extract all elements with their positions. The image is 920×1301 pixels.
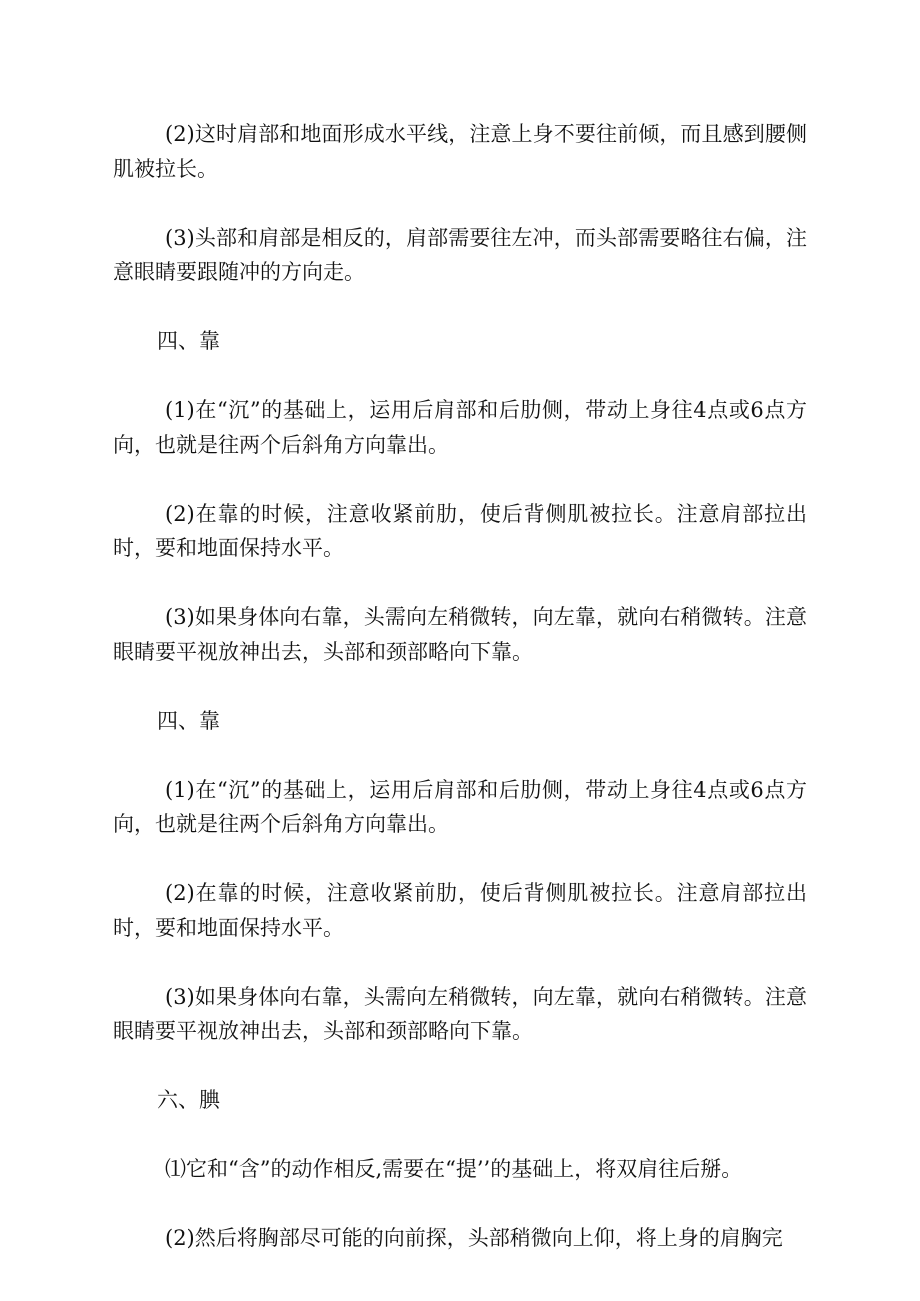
section-heading: 四、靠 (157, 329, 220, 353)
paragraph: (3)如果身体向右靠，头需向左稍微转，向左靠，就向右稍微转。注意眼睛要平视放神出去，头部和颈部略向下靠。 (113, 984, 807, 1043)
paragraph: (1)在“沉”的基础上，运用后肩部和后肋侧，带动上身往4点或6点方向，也就是往两个后斜角方向靠出。 (113, 398, 807, 457)
paragraph: (2)在靠的时候，注意收紧前肋，使后背侧肌被拉长。注意肩部拉出时，要和地面保持水平。 (113, 881, 807, 940)
section-heading: 六、腆 (157, 1088, 220, 1112)
paragraph: (1)在“沉”的基础上，运用后肩部和后肋侧，带动上身往4点或6点方向，也就是往两个后斜角方向靠出。 (113, 777, 807, 836)
paragraph: (2)这时肩部和地面形成水平线，注意上身不要往前倾，而且感到腰侧肌被拉长。 (113, 122, 807, 181)
document-body (113, 117, 807, 1256)
paragraph: (2)然后将胸部尽可能的向前探，头部稍微向上仰，将上身的肩胸完 (165, 1226, 783, 1250)
paragraph: ⑴它和“含”的动作相反,需要在“提’’的基础上，将双肩往后掰。 (165, 1157, 743, 1181)
paragraph: (3)头部和肩部是相反的，肩部需要往左冲，而头部需要略往右偏，注意眼睛要跟随冲的方向走。 (113, 225, 807, 284)
paragraph: (2)在靠的时候，注意收紧前肋，使后背侧肌被拉长。注意肩部拉出时，要和地面保持水平。 (113, 501, 807, 560)
paragraph: (3)如果身体向右靠，头需向左稍微转，向左靠，就向右稍微转。注意眼睛要平视放神出去，头部和颈部略向下靠。 (113, 605, 807, 664)
section-heading: 四、靠 (157, 708, 220, 733)
